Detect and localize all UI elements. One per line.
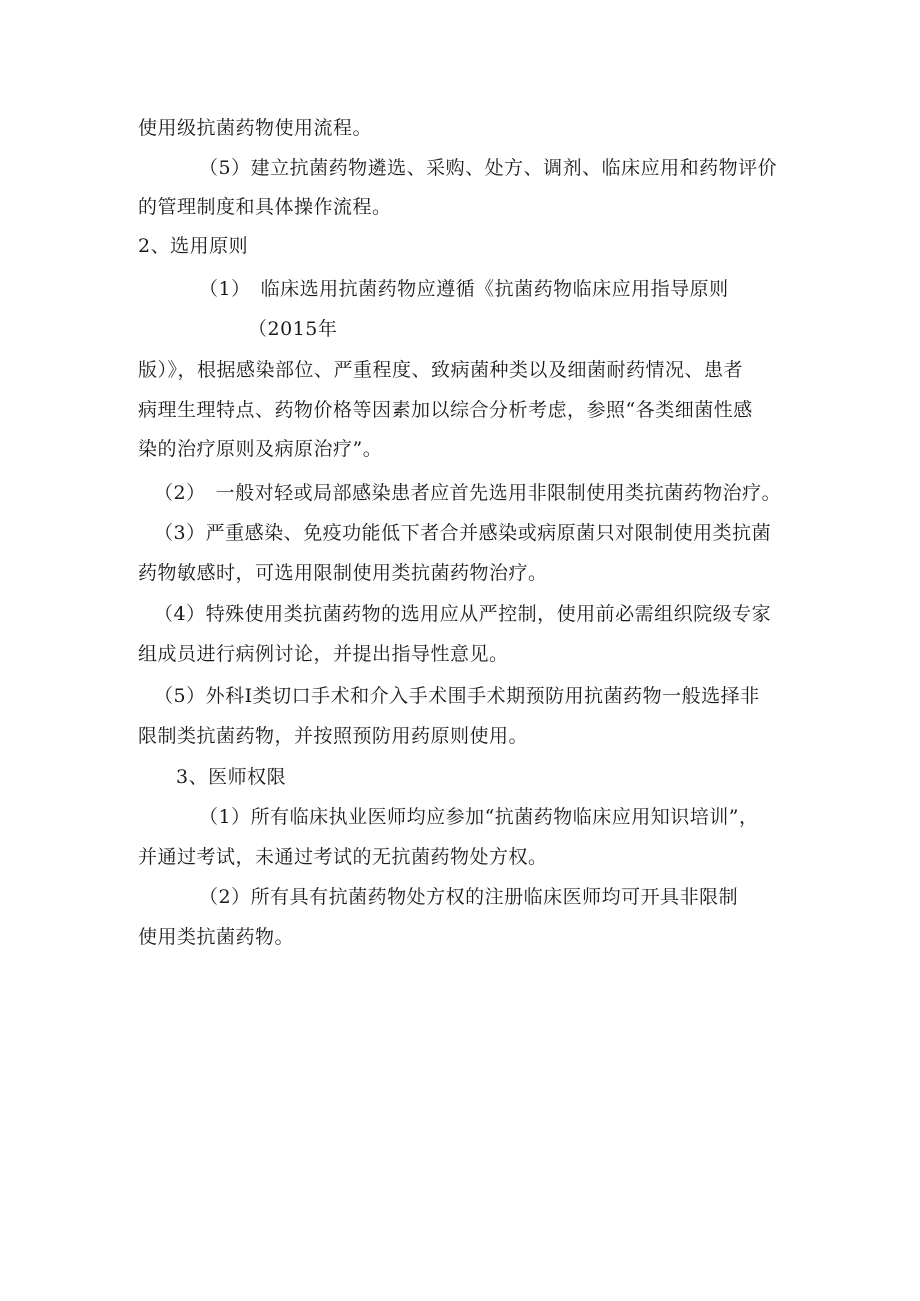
section-heading: 2、选用原则 (138, 235, 249, 257)
text-line: （1）所有临床执业医师均应参加“抗菌药物临床应用知识培训”， (199, 806, 759, 828)
text-line: 染的治疗原则及病原治疗”。 (138, 438, 383, 460)
text-line: （4）特殊使用类抗菌药物的选用应从严控制，使用前必需组织院级专家 (154, 603, 772, 625)
text-line: （1） 临床选用抗菌药物应遵循《抗菌药物临床应用指导原则 (199, 278, 729, 300)
text-line: （3）严重感染、免疫功能低下者合并感染或病原菌只对限制使用类抗菌 (154, 522, 772, 544)
text-line: 药物敏感时，可选用限制使用类抗菌药物治疗。 (138, 562, 548, 584)
text-line: （2） 一般对轻或局部感染患者应首先选用非限制使用类抗菌药物治疗。 (154, 482, 782, 504)
text-line: 并通过考试，未通过考试的无抗菌药物处方权。 (138, 846, 548, 868)
text-line: （2015年 (248, 318, 338, 340)
text-line: 版）》，根据感染部位、严重程度、致病菌种类以及细菌耐药情况、患者 (138, 359, 744, 381)
text-line: 限制类抗菌药物，并按照预防用药原则使用。 (138, 725, 529, 747)
text-line: 病理生理特点、药物价格等因素加以综合分析考虑，参照“各类细菌性感 (138, 399, 753, 421)
text-line: （5）建立抗菌药物遴选、采购、处方、调剂、临床应用和药物评价 (199, 157, 778, 179)
section-heading: 3、医师权限 (176, 766, 287, 788)
text-line: 使用类抗菌药物。 (138, 926, 295, 948)
text-line: 使用级抗菌药物使用流程。 (138, 117, 373, 139)
text-line: （2）所有具有抗菌药物处方权的注册临床医师均可开具非限制 (199, 886, 739, 908)
text-line: （5）外科Ⅰ类切口手术和介入手术围手术期预防用抗菌药物一般选择非 (154, 685, 760, 707)
text-line: 组成员进行病例讨论，并提出指导性意见。 (138, 643, 509, 665)
text-line: 的管理制度和具体操作流程。 (138, 196, 392, 218)
